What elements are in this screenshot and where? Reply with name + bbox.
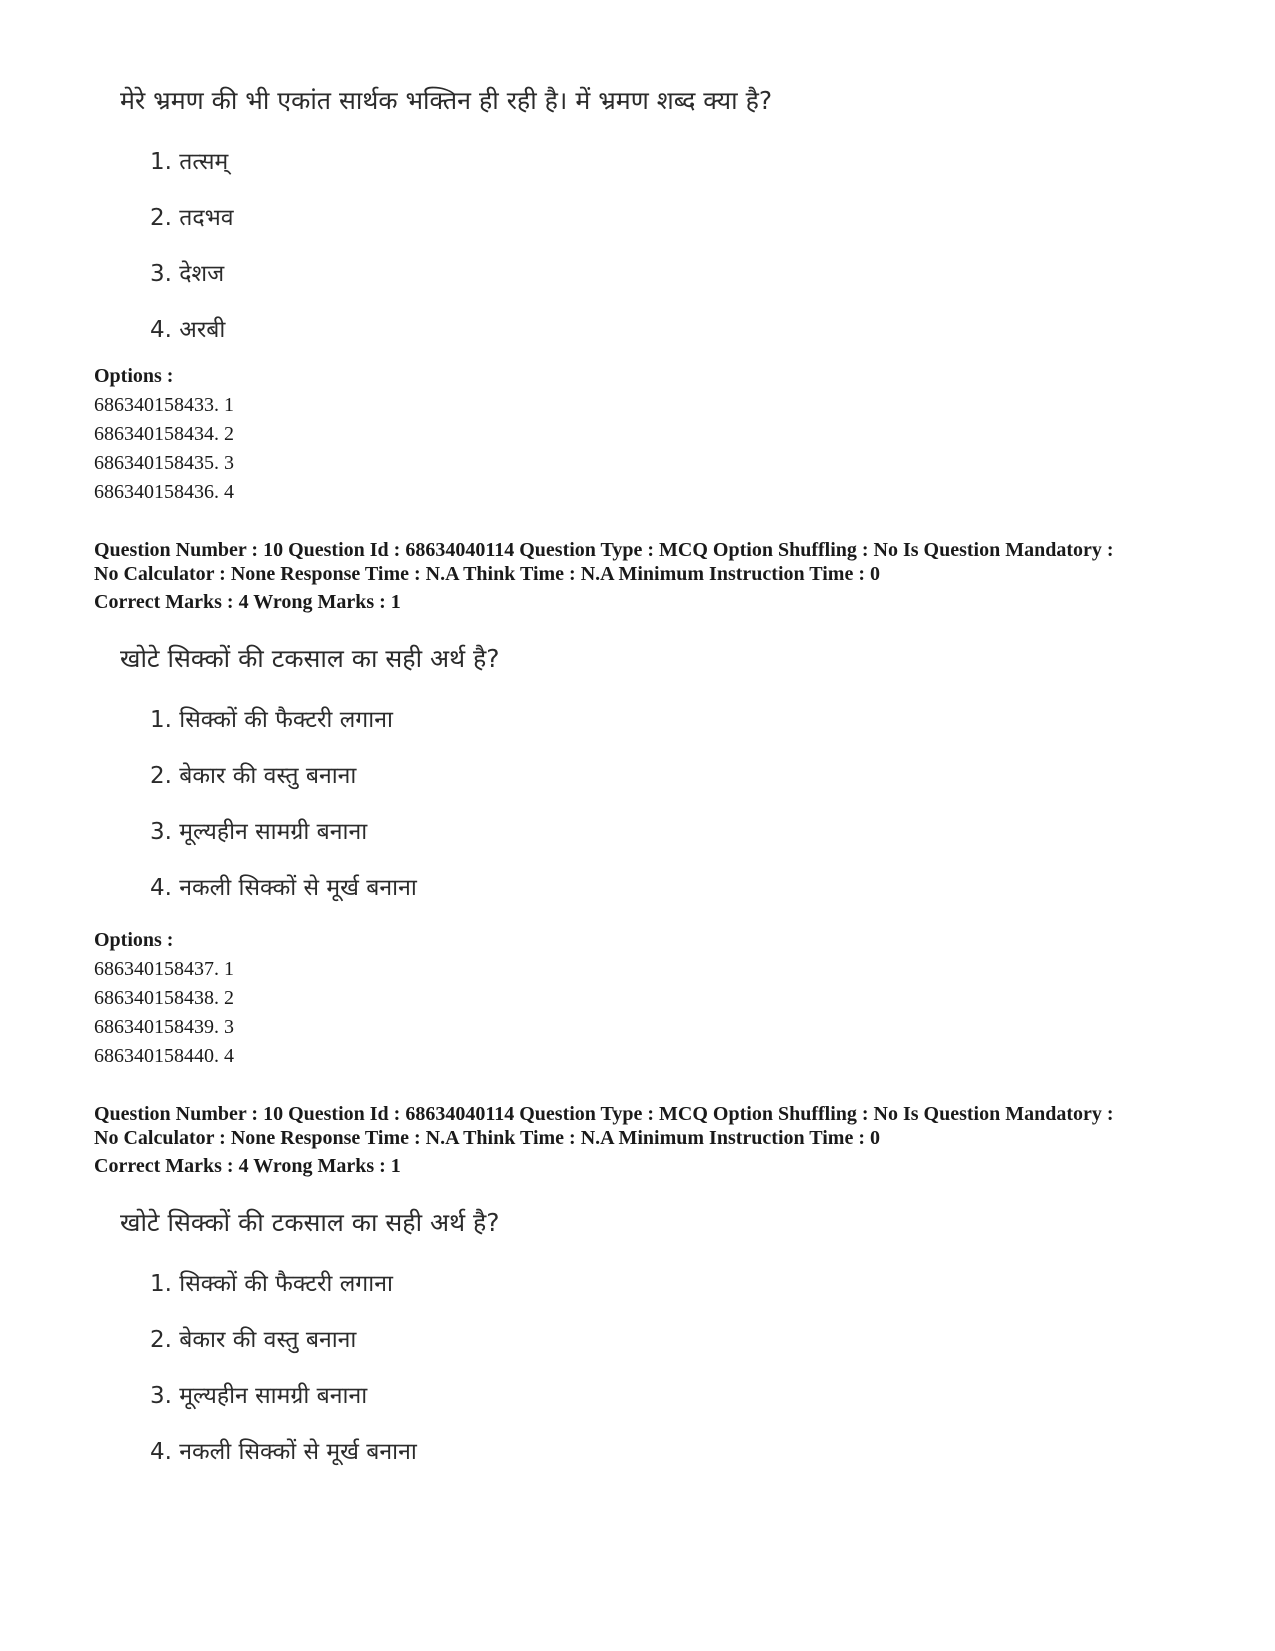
question-meta-line: Question Number : 10 Question Id : 68634040114 Question Type : MCQ Option Shuffling : No Is Question Mandatory : bbox=[94, 1103, 1114, 1125]
marks-line: Correct Marks : 4 Wrong Marks : 1 bbox=[94, 1155, 401, 1177]
option-row: 686340158440. 4 bbox=[94, 1045, 234, 1067]
option-row: 686340158435. 3 bbox=[94, 452, 234, 474]
choice-3: 3. देशज bbox=[150, 261, 225, 287]
options-label: Options : bbox=[94, 365, 174, 387]
choice-3: 3. मूल्यहीन सामग्री बनाना bbox=[150, 819, 368, 845]
option-row: 686340158438. 2 bbox=[94, 987, 234, 1009]
choice-2: 2. बेकार की वस्तु बनाना bbox=[150, 763, 357, 789]
option-row: 686340158439. 3 bbox=[94, 1016, 234, 1038]
question-text: खोटे सिक्कों की टकसाल का सही अर्थ है? bbox=[120, 1208, 500, 1237]
choice-2: 2. तदभव bbox=[150, 205, 234, 231]
question-meta-line: Question Number : 10 Question Id : 68634040114 Question Type : MCQ Option Shuffling : No Is Question Mandatory : bbox=[94, 539, 1114, 561]
marks-line: Correct Marks : 4 Wrong Marks : 1 bbox=[94, 591, 401, 613]
question-meta-1 bbox=[94, 538, 1214, 614]
options-list-2 bbox=[94, 926, 234, 1071]
choice-4: 4. नकली सिक्कों से मूर्ख बनाना bbox=[150, 1439, 417, 1465]
question-meta-line: No Calculator : None Response Time : N.A Think Time : N.A Minimum Instruction Time : 0 bbox=[94, 563, 880, 585]
choice-1: 1. सिक्कों की फैक्टरी लगाना bbox=[150, 707, 393, 733]
question-meta-line: No Calculator : None Response Time : N.A Think Time : N.A Minimum Instruction Time : 0 bbox=[94, 1127, 880, 1149]
question-text: खोटे सिक्कों की टकसाल का सही अर्थ है? bbox=[120, 644, 500, 673]
choice-4: 4. नकली सिक्कों से मूर्ख बनाना bbox=[150, 875, 417, 901]
options-label: Options : bbox=[94, 929, 174, 951]
question-image-1 bbox=[120, 86, 1170, 343]
choice-1: 1. सिक्कों की फैक्टरी लगाना bbox=[150, 1271, 393, 1297]
option-row: 686340158433. 1 bbox=[94, 394, 234, 416]
choice-4: 4. अरबी bbox=[150, 317, 226, 343]
option-row: 686340158436. 4 bbox=[94, 481, 234, 503]
question-image-2 bbox=[120, 644, 1170, 901]
question-meta-2 bbox=[94, 1102, 1214, 1178]
question-image-3 bbox=[120, 1208, 1170, 1465]
choice-1: 1. तत्सम् bbox=[150, 149, 229, 175]
option-row: 686340158437. 1 bbox=[94, 958, 234, 980]
options-list-1 bbox=[94, 362, 234, 507]
choice-3: 3. मूल्यहीन सामग्री बनाना bbox=[150, 1383, 368, 1409]
choice-2: 2. बेकार की वस्तु बनाना bbox=[150, 1327, 357, 1353]
question-text: मेरे भ्रमण की भी एकांत सार्थक भक्तिन ही रही है। में भ्रमण शब्द क्या है? bbox=[120, 86, 773, 115]
option-row: 686340158434. 2 bbox=[94, 423, 234, 445]
